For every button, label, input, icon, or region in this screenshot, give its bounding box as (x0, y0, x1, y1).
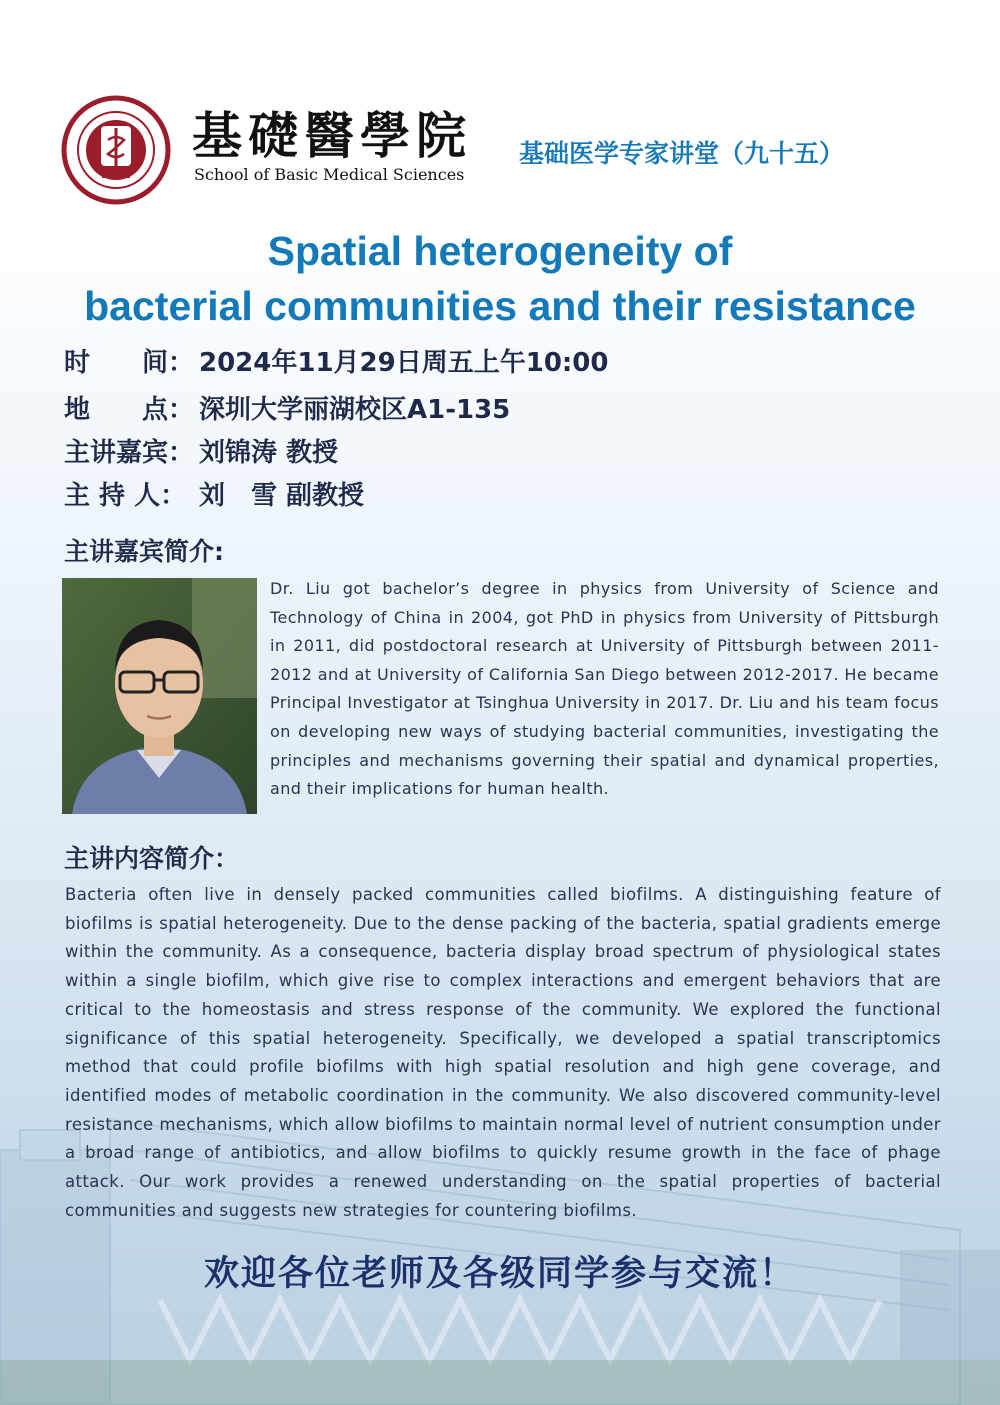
speaker-photo (62, 578, 257, 814)
place-label: 地 点： (64, 395, 195, 425)
host-value: 刘 雪 副教授 (199, 481, 365, 511)
time-value: 2024年11月29日周五上午10:00 (199, 348, 609, 378)
speaker-bio: Dr. Liu got bachelor’s degree in physics from University of Science and Technology of China in 2004, got PhD in physics from University of Pittsburgh in 2011, did postdoctoral research at University of Pittsburgh between 2011-2012 and at University of California San Diego between 2012-2017. He became Principal Investigator at Tsinghua University in 2017. Dr. Liu and his team focus on developing new ways of studying bacterial communities, investigating the principles and mechanisms governing their spatial and dynamical properties, and their implications for human health. (270, 579, 939, 799)
info-place-row (64, 389, 510, 426)
info-time-row (64, 342, 609, 379)
welcome-message: 欢迎各位老师及各级同学参与交流！ (203, 1254, 796, 1294)
info-host-row (64, 475, 364, 512)
lecture-title (40, 224, 960, 334)
speaker-label: 主讲嘉宾： (64, 438, 195, 468)
place-value: 深圳大学丽湖校区A1-135 (199, 395, 511, 425)
lecture-title-line-1: Spatial heterogeneity of (267, 228, 733, 274)
info-speaker-row (64, 432, 338, 469)
lecture-title-line-2: bacterial communities and their resistance (84, 283, 916, 329)
talk-intro-heading: 主讲内容简介： (64, 844, 240, 873)
school-seal (58, 92, 174, 208)
school-name-english: School of Basic Medical Sciences (194, 165, 465, 184)
host-label: 主 持 人： (64, 481, 187, 511)
school-logo-block (58, 92, 488, 208)
time-label: 时 间： (64, 348, 195, 378)
talk-abstract: Bacteria often live in densely packed communities called biofilms. A distinguishing feature of biofilms is spatial heterogeneity. Due to the dense packing of the bacteria, spatial gradients emerge within the community. As a consequence, bacteria display broad spectrum of physiological states within a single biofilm, which give rise to complex interactions and emergent behaviors that are critical to the homeostasis and stress response of the community. We explored the functional significance of this spatial heterogeneity. Specifically, we developed a spatial transcriptomics method that could profile biofilms with high spatial resolution and high gene coverage, and identified modes of metabolic coordination in the community. We also discovered community-level resistance mechanisms, which allow biofilms to maintain normal level of nutrient consumption under a broad range of antibiotics, and allow biofilms to quickly resume growth in the face of phage attack. Our work provides a renewed understanding on the spatial properties of bacterial communities and suggests new strategies for countering biofilms. (65, 885, 941, 1220)
lecture-series-title: 基础医学专家讲堂（九十五） (519, 139, 845, 168)
school-name-chinese: 基礎醫學院 (192, 106, 472, 165)
speaker-intro-heading: 主讲嘉宾简介: (64, 537, 224, 566)
speaker-value: 刘锦涛 教授 (199, 438, 339, 468)
